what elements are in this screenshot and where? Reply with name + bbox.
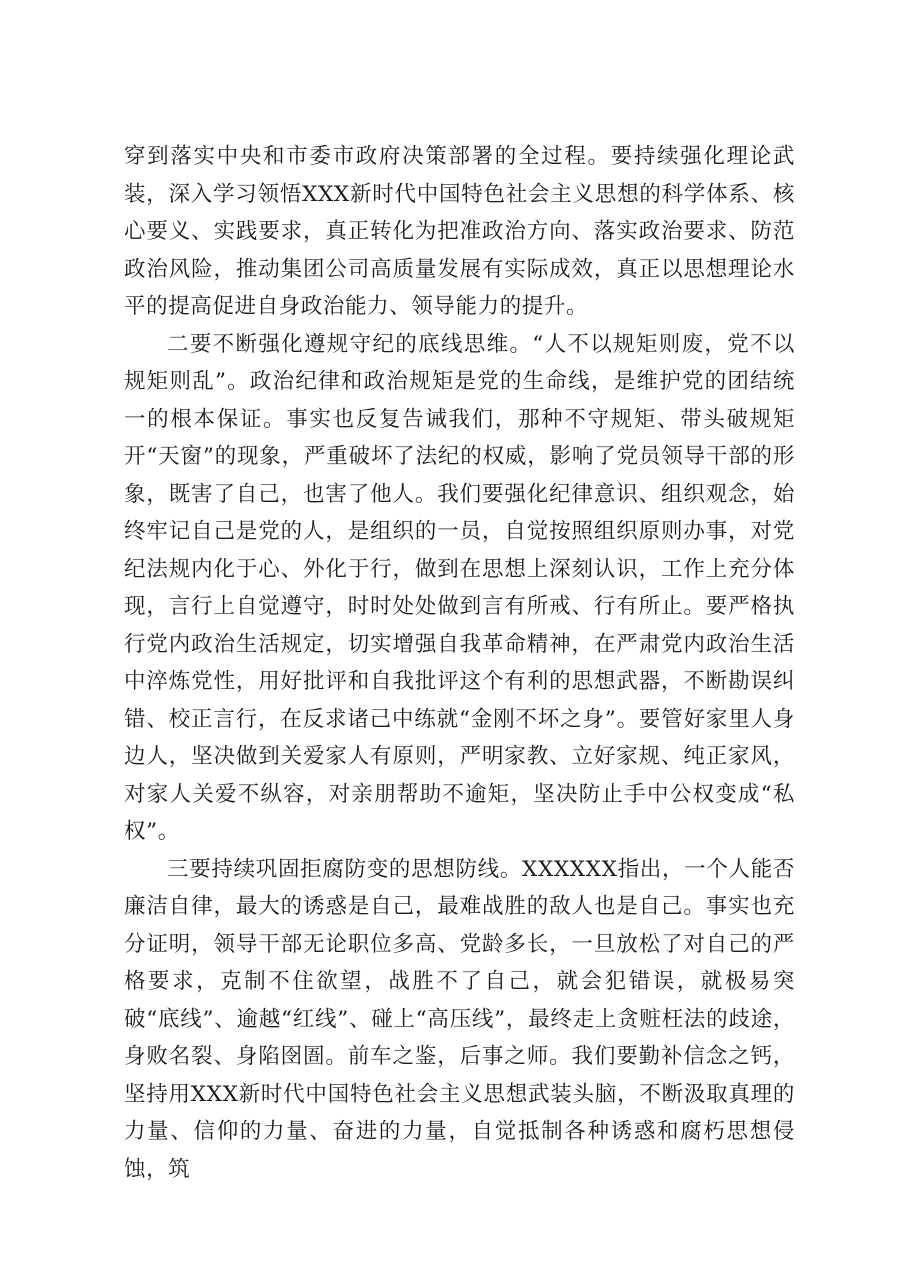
paragraph-discipline: 二要不断强化遵规守纪的底线思维。“人不以规矩则废，党不以规矩则乱”。政治纪律和政治规矩是党的生命线，是维护党的团结统一的根本保证。事实也反复告诫我们，那种不守规矩、带头破规矩开“天窗”的现象，严重破坏了法纪的权威，影响了党员领导干部的形象，既害了自己，也害了他人。我们要强化纪律意识、组织观念，始终牢记自己是党的人，是组织的一员，自觉按照组织原则办事，对党纪法规内化于心、外化于行，做到在思想上深刻认识，工作上充分体现，言行上自觉遵守，时时处处做到言有所戒、行有所止。要严格执行党内政治生活规定，切实增强自我革命精神，在严肃党内政治生活中淬炼党性，用好批评和自我批评这个有利的思想武器，不断勘误纠错、校正言行，在反求诸己中练就“金刚不坏之身”。要管好家里人身边人，坚决做到关爱家人有原则，严明家教、立好家规、纯正家风，对家人关爱不纵容，对亲朋帮助不逾矩，坚决防止手中公权变成“私权”。 <box>124 331 795 844</box>
paragraph-continuation: 穿到落实中央和市委市政府决策部署的全过程。要持续强化理论武装，深入学习领悟XXX新时代中国特色社会主义思想的科学体系、核心要义、实践要求，真正转化为把准政治方向、落实政治要求、防范政治风险，推动集团公司高质量发展有实际成效，真正以思想理论水平的提高促进自身政治能力、领导能力的提升。 <box>124 144 795 319</box>
paragraph-anti-corruption: 三要持续巩固拒腐防变的思想防线。XXXXXX指出，一个人能否廉洁自律，最大的诱惑是自己，最难战胜的敌人也是自己。事实也充分证明，领导干部无论职位多高、党龄多长，一旦放松了对自己的严格要求，克制不住欲望，战胜不了自己，就会犯错误，就极易突破“底线”、逾越“红线”、碰上“高压线”，最终走上贪赃枉法的歧途，身败名裂、身陷囹圄。前车之鉴，后事之师。我们要勤补信念之钙，坚持用XXX新时代中国特色社会主义思想武装头脑，不断汲取真理的力量、信仰的力量、奋进的力量，自觉抵制各种诱惑和腐朽思想侵蚀，筑 <box>124 856 795 1182</box>
document-body <box>124 138 795 1188</box>
